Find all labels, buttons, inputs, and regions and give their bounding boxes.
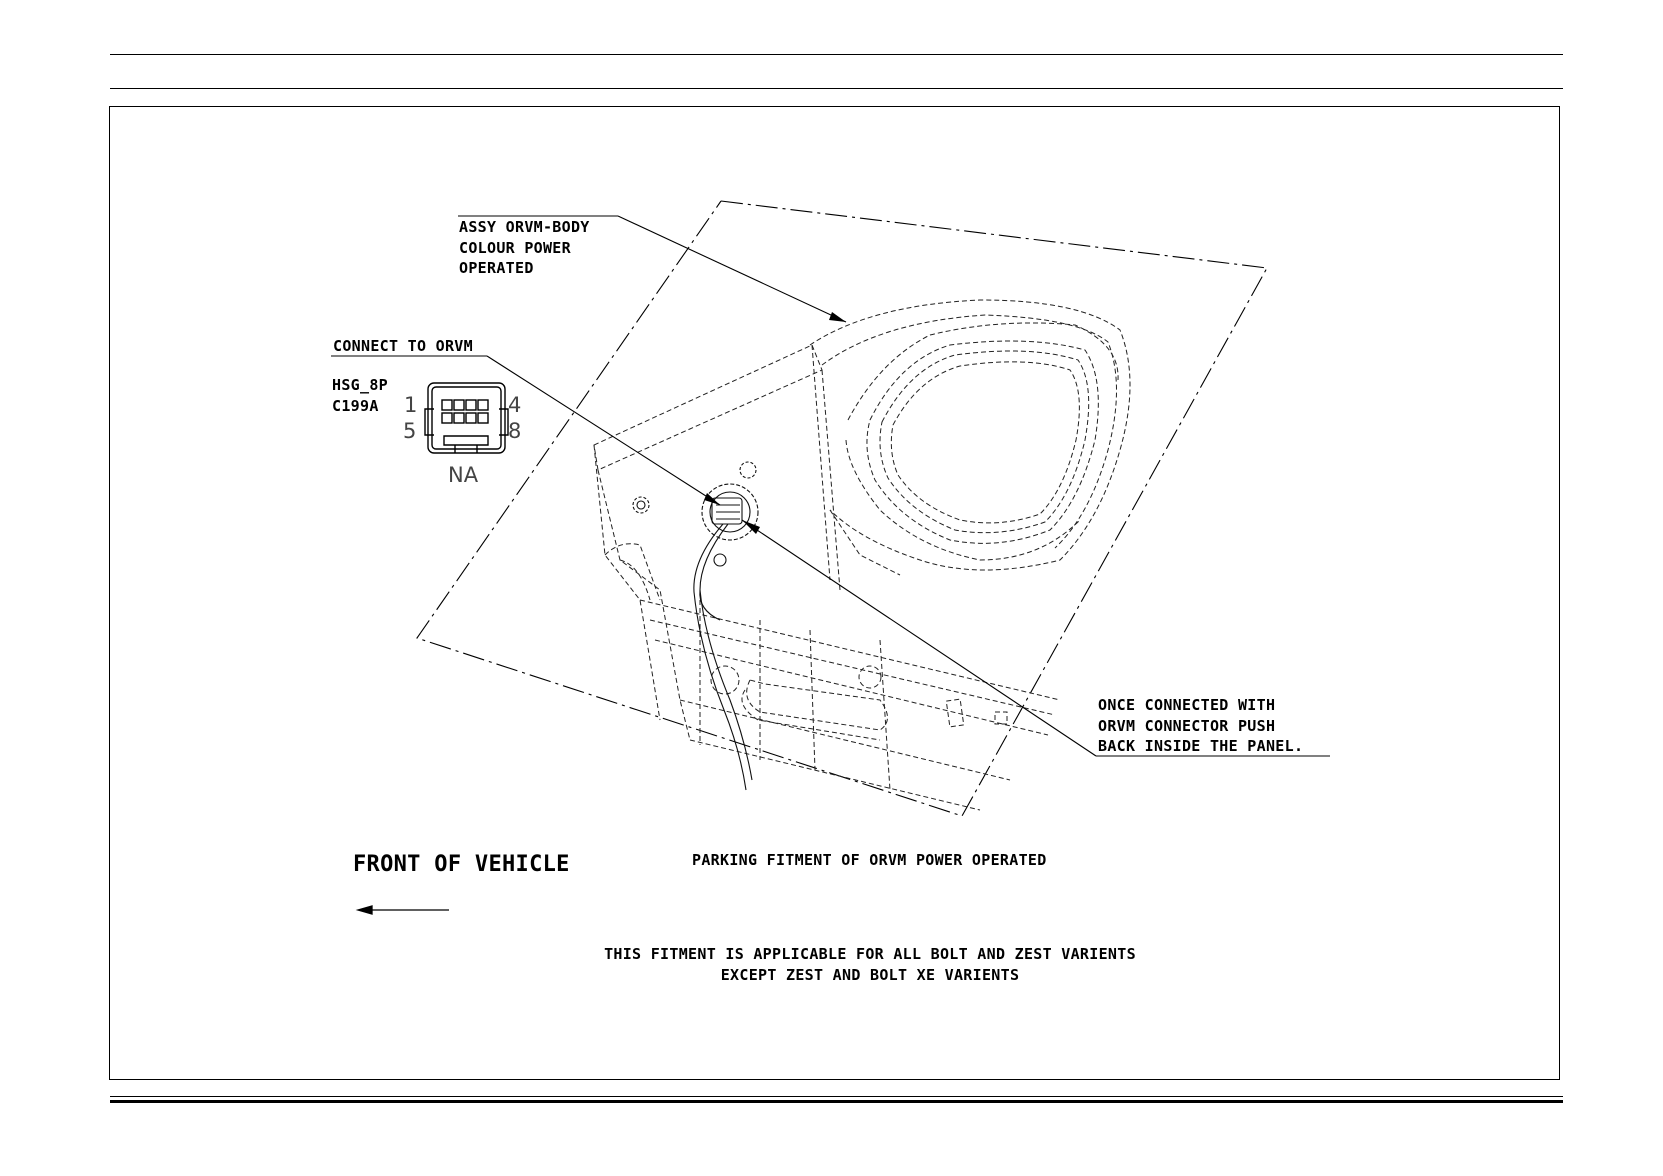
drawing-title: PARKING FITMENT OF ORVM POWER OPERATED	[692, 851, 1047, 869]
leader-lines	[331, 216, 1330, 756]
door-panel	[594, 345, 1060, 810]
footer-rule-thin	[110, 1096, 1563, 1097]
applicability-note-line-2: EXCEPT ZEST AND BOLT XE VARIENTS	[720, 965, 1020, 984]
pin-1-label: 1	[404, 393, 418, 417]
connector-housing-label: HSG_8P	[332, 376, 388, 394]
connector-view-label: NA	[448, 463, 479, 487]
applicability-note-line-1: THIS FITMENT IS APPLICABLE FOR ALL BOLT AND ZEST VARIENTS	[604, 945, 1136, 963]
callout-once-connected	[1098, 695, 1303, 757]
connector-id-label: C199A	[332, 396, 379, 415]
footer-rule-thick	[110, 1100, 1563, 1103]
connector-labels	[332, 375, 388, 416]
callout-once-connected-line-1: ONCE CONNECTED WITH	[1098, 696, 1276, 714]
callout-assy-orvm-line-1: ASSY ORVM-BODY	[459, 218, 590, 236]
callout-connect-to-orvm: CONNECT TO ORVM	[333, 337, 473, 355]
front-of-vehicle-label: FRONT OF VEHICLE	[353, 852, 570, 877]
leader-arrowheads	[704, 312, 846, 534]
pin-4-label: 4	[508, 393, 522, 417]
callout-assy-orvm-line-2: COLOUR POWER	[459, 238, 571, 257]
callout-assy-orvm	[459, 217, 590, 279]
callout-once-connected-line-3: BACK INSIDE THE PANEL.	[1098, 737, 1304, 755]
orvm-connector-detail	[633, 462, 758, 790]
applicability-note	[560, 944, 1180, 985]
connector-icon	[425, 383, 508, 453]
front-arrow-icon	[358, 906, 449, 914]
pin-8-label: 8	[508, 419, 522, 443]
callout-assy-orvm-line-3: OPERATED	[459, 259, 534, 277]
pin-5-label: 5	[403, 419, 417, 443]
callout-once-connected-line-2: ORVM CONNECTOR PUSH	[1098, 716, 1276, 735]
mirror-housing	[810, 300, 1130, 575]
